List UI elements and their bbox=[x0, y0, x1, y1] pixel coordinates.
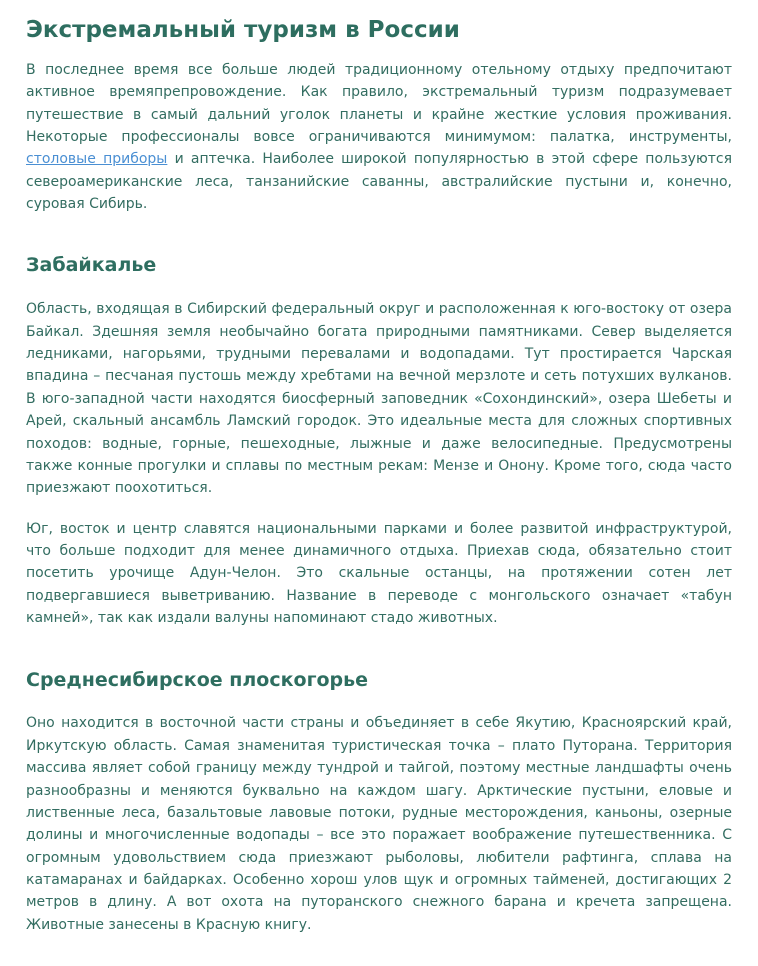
srednesibirskoye-paragraph-1: Оно находится в восточной части страны и объединяет в себе Якутию, Красноярский край, Иркутскую область. Самая знаменитая туристическая точка – плато Путорана. Территория массива являет собой границу между тундрой и тайгой, поэтому местные ландшафты очень разнообразны и меняются буквально на каждом шагу. Арктические пустыни, еловые и лиственные леса, базальтовые лавовые потоки, рудные месторождения, каньоны, озерные долины и многочисленные водопады – все это поражает воображение путешественника. С огромным удовольствием сюда приезжают рыболовы, любители рафтинга, сплава на катамаранах и байдарках. Особенно хорош улов щук и огромных тайменей, достигающих 2 метров в длину. А вот охота на путоранского снежного барана и кречета запрещена. Животные занесены в Красную книгу. bbox=[26, 715, 732, 933]
zabaikalye-paragraph-2: Юг, восток и центр славятся национальными парками и более развитой инфраструктурой, что больше подходит для менее динамичного отдыха. Приехав сюда, обязательно стоит посетить урочище Адун-Челон. Это скальные останцы, на протяжении сотен лет подвергавшиеся выветриванию. Название в переводе с монгольского означает «табун камней», так как издали валуны напоминают стадо животных. bbox=[26, 520, 732, 627]
intro-text-before-link: В последнее время все больше людей традиционному отельному отдыху предпочитают активное времяпрепровождение. Как правило, экстремальный туризм подразумевает путешествие в самый дальний уголок планеты и крайне жесткие условия проживания. Некоторые профессионалы вовсе ограничиваются минимумом: палатка, инструменты, bbox=[26, 61, 732, 145]
intro-paragraph bbox=[26, 59, 732, 216]
section-heading-zabaikalye: Забайкалье bbox=[26, 254, 157, 277]
section-heading-srednesibirskoye: Среднесибирское плоскогорье bbox=[26, 668, 369, 691]
zabaikalye-paragraph-1: Область, входящая в Сибирский федеральный округ и расположенная к юго-востоку от озера Байкал. Здешняя земля необычайно богата природными памятниками. Север выделяется ледниками, нагорьями, трудными перевалами и водопадами. Тут простирается Чарская впадина – песчаная пустошь между хребтами на вечной мерзлоте и сеть потухших вулканов. В юго-западной части находятся биосферный заповедник «Сохондинский», озера Шебеты и Арей, скальный ансамбль Ламский городок. Это идеальные места для сложных спортивных походов: водные, горные, пешеходные, лыжные и даже велосипедные. Предусмотрены также конные прогулки и сплавы по местным рекам: Мензе и Онону. Кроме того, сюда часто приезжают поохотиться. bbox=[26, 301, 732, 497]
page-title: Экстремальный туризм в России bbox=[26, 17, 460, 43]
cutlery-link[interactable]: столовые приборы bbox=[26, 151, 168, 168]
intro-text-after-link: и аптечка. Наиболее широкой популярностью в этой сфере пользуются североамериканские леса, танзанийские саванны, австралийские пустыни и, конечно, суровая Сибирь. bbox=[26, 151, 733, 213]
